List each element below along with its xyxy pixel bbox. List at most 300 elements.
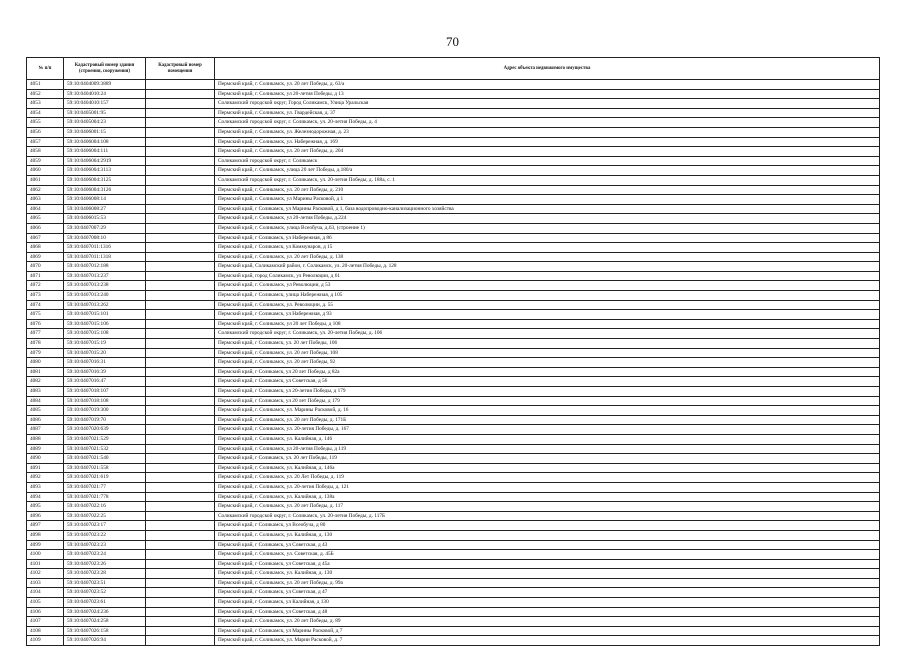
table-row — [27, 444, 880, 454]
cadastral-room-number — [146, 367, 215, 377]
cadastral-building-number: 59:10:0407023:26 — [64, 559, 146, 569]
row-number: 4098 — [27, 530, 64, 540]
table-row — [27, 118, 880, 128]
cadastral-room-number — [146, 444, 215, 454]
property-address: Пермский край, г. Соликамск, ул 20-летия Победы, д.224 — [215, 214, 880, 224]
table-row — [27, 569, 880, 579]
row-number: 4060 — [27, 166, 64, 176]
table-row — [27, 482, 880, 492]
property-address: Пермский край, г Соликамск, ул 20-летия Победы, д 179 — [215, 387, 880, 397]
row-number: 4108 — [27, 626, 64, 636]
cadastral-room-number — [146, 511, 215, 521]
cadastral-building-number: 59:10:0407011:1318 — [64, 252, 146, 262]
property-address: Пермский край, г. Соликамск, ул Марины Расковой, д 1 — [215, 195, 880, 205]
table-row — [27, 387, 880, 397]
property-address: Пермский край, г Соликамск, ул Набережная, д 93 — [215, 310, 880, 320]
property-address: Соликамский городской округ, г. Соликамск — [215, 156, 880, 166]
table-row — [27, 175, 880, 185]
property-address: Пермский край, г. Соликамск, ул. 20 лет Победы, д. 63/а — [215, 80, 880, 90]
cadastral-building-number: 59:10:0407015:106 — [64, 319, 146, 329]
property-address: Пермский край, г Соликамск, улица Набережная, д 105 — [215, 291, 880, 301]
row-number: 4056 — [27, 127, 64, 137]
cadastral-room-number — [146, 454, 215, 464]
table-row — [27, 137, 880, 147]
row-number: 4099 — [27, 540, 64, 550]
row-number: 4089 — [27, 444, 64, 454]
cadastral-room-number — [146, 137, 215, 147]
table-row — [27, 415, 880, 425]
cadastral-building-number: 59:10:0406004:2919 — [64, 156, 146, 166]
cadastral-room-number — [146, 607, 215, 617]
row-number: 4086 — [27, 415, 64, 425]
cadastral-building-number: 59:10:0404009:3889 — [64, 80, 146, 90]
row-number: 4079 — [27, 348, 64, 358]
property-address: Пермский край, г. Соликамск, ул Революции, д 53 — [215, 281, 880, 291]
cadastral-room-number — [146, 214, 215, 224]
cadastral-building-number: 59:10:0407021:778 — [64, 492, 146, 502]
table-row — [27, 530, 880, 540]
table-row — [27, 147, 880, 157]
row-number: 4066 — [27, 223, 64, 233]
property-address: Пермский край, г. Соликамск, ул. Марии Расковой, д. 7 — [215, 636, 880, 646]
property-address: Пермский край, г. Соликамск, ул. Калийная, д. 138а — [215, 492, 880, 502]
row-number: 4106 — [27, 607, 64, 617]
property-address: Пермский край, г Соликамск, ул Набережная, д 86 — [215, 233, 880, 243]
cadastral-room-number — [146, 127, 215, 137]
column-header-address: Адрес объекта недвижимого имущества — [215, 58, 880, 80]
cadastral-room-number — [146, 243, 215, 253]
cadastral-room-number — [146, 358, 215, 368]
row-number: 4085 — [27, 406, 64, 416]
cadastral-room-number — [146, 89, 215, 99]
property-address: Пермский край, г. Соликамск, ул. 20 лет Победы, д. 171Б — [215, 415, 880, 425]
cadastral-building-number: 59:10:0407008:10 — [64, 233, 146, 243]
table-row — [27, 243, 880, 253]
row-number: 4084 — [27, 396, 64, 406]
row-number: 4103 — [27, 578, 64, 588]
row-number: 4058 — [27, 147, 64, 157]
cadastral-building-number: 59:10:0406001:15 — [64, 127, 146, 137]
cadastral-building-number: 59:10:0407021:532 — [64, 444, 146, 454]
row-number: 4074 — [27, 300, 64, 310]
cadastral-building-number: 59:10:0407021:540 — [64, 454, 146, 464]
property-address: Соликамский городской округ, г. Соликамск, ул. 20-летия Победы, д. 106 — [215, 329, 880, 339]
table-row — [27, 281, 880, 291]
cadastral-building-number: 59:10:0404010:157 — [64, 99, 146, 109]
row-number: 4082 — [27, 377, 64, 387]
table-row — [27, 617, 880, 627]
property-address: Пермский край, г. Соликамск, ул. Марины Расковой, д. 16 — [215, 406, 880, 416]
row-number: 4080 — [27, 358, 64, 368]
cadastral-building-number: 59:10:0407015:20 — [64, 348, 146, 358]
cadastral-room-number — [146, 578, 215, 588]
cadastral-building-number: 59:10:0406015:53 — [64, 214, 146, 224]
table-row — [27, 358, 880, 368]
cadastral-building-number: 59:10:0407023:24 — [64, 550, 146, 560]
row-number: 4073 — [27, 291, 64, 301]
row-number: 4090 — [27, 454, 64, 464]
cadastral-room-number — [146, 540, 215, 550]
table-row — [27, 252, 880, 262]
cadastral-room-number — [146, 108, 215, 118]
cadastral-building-number: 59:10:0407007:29 — [64, 223, 146, 233]
row-number: 4055 — [27, 118, 64, 128]
property-address: Пермский край, г Соликамск, ул 20 лет Победы, д 82а — [215, 367, 880, 377]
cadastral-room-number — [146, 291, 215, 301]
cadastral-building-number: 59:10:0407021:77 — [64, 482, 146, 492]
cadastral-room-number — [146, 310, 215, 320]
cadastral-building-number: 59:10:0407016:31 — [64, 358, 146, 368]
property-address: Пермский край, г. Соликамск, ул. 20 лет Победы, д. 210 — [215, 185, 880, 195]
cadastral-room-number — [146, 377, 215, 387]
property-address: Пермский край, г Соликамск, ул Советская, д 43 — [215, 540, 880, 550]
property-address: Пермский край, г. Соликамск, ул. 20 лет Победы, 108 — [215, 348, 880, 358]
row-number: 4109 — [27, 636, 64, 646]
table-row — [27, 396, 880, 406]
table-row — [27, 214, 880, 224]
row-number: 4101 — [27, 559, 64, 569]
page-number: 70 — [446, 34, 459, 49]
cadastral-room-number — [146, 569, 215, 579]
property-address: Пермский край, город Соликамск, ул Революции, д 61 — [215, 271, 880, 281]
table-row — [27, 588, 880, 598]
table-row — [27, 425, 880, 435]
cadastral-building-number: 59:10:0405004:23 — [64, 118, 146, 128]
table-row — [27, 329, 880, 339]
cadastral-building-number: 59:10:0406004:111 — [64, 147, 146, 157]
cadastral-room-number — [146, 329, 215, 339]
table-row — [27, 319, 880, 329]
table-row — [27, 607, 880, 617]
row-number: 4104 — [27, 588, 64, 598]
cadastral-room-number — [146, 185, 215, 195]
cadastral-room-number — [146, 319, 215, 329]
cadastral-building-number: 59:10:0407023:52 — [64, 588, 146, 598]
cadastral-room-number — [146, 425, 215, 435]
cadastral-building-number: 59:10:0407013:237 — [64, 271, 146, 281]
property-address: Соликамский городской округ, г. Соликамск, ул. 20-летия Победы, д. 188а, с. 1 — [215, 175, 880, 185]
cadastral-room-number — [146, 147, 215, 157]
property-address: Пермский край, г Соликамск, ул Коммунаров, д 15 — [215, 243, 880, 253]
row-number: 4088 — [27, 434, 64, 444]
cadastral-building-number: 59:10:0406008:27 — [64, 204, 146, 214]
cadastral-room-number — [146, 387, 215, 397]
cadastral-room-number — [146, 300, 215, 310]
cadastral-building-number: 59:10:0407013:262 — [64, 300, 146, 310]
cadastral-building-number: 59:10:0407018:107 — [64, 387, 146, 397]
cadastral-building-number: 59:10:0406004:3125 — [64, 175, 146, 185]
cadastral-room-number — [146, 492, 215, 502]
property-address: Пермский край, г Соликамск, ул. 20 лет Победы, 106 — [215, 339, 880, 349]
cadastral-room-number — [146, 80, 215, 90]
table-row — [27, 578, 880, 588]
table-row — [27, 80, 880, 90]
cadastral-room-number — [146, 406, 215, 416]
row-number: 4091 — [27, 463, 64, 473]
table-row — [27, 185, 880, 195]
cadastral-room-number — [146, 204, 215, 214]
property-register-table — [26, 57, 880, 646]
cadastral-building-number: 59:10:0407023:28 — [64, 569, 146, 579]
row-number: 4067 — [27, 233, 64, 243]
cadastral-room-number — [146, 550, 215, 560]
table-row — [27, 310, 880, 320]
cadastral-room-number — [146, 482, 215, 492]
cadastral-room-number — [146, 99, 215, 109]
cadastral-room-number — [146, 530, 215, 540]
table-row — [27, 377, 880, 387]
table-row — [27, 99, 880, 109]
row-number: 4095 — [27, 502, 64, 512]
row-number: 4093 — [27, 482, 64, 492]
row-number: 4069 — [27, 252, 64, 262]
table-row — [27, 511, 880, 521]
cadastral-room-number — [146, 175, 215, 185]
cadastral-room-number — [146, 559, 215, 569]
row-number: 4102 — [27, 569, 64, 579]
cadastral-room-number — [146, 617, 215, 627]
property-address: Пермский край, г. Соликамск, ул. 20-летия Победы, д. 121 — [215, 482, 880, 492]
cadastral-room-number — [146, 415, 215, 425]
row-number: 4062 — [27, 185, 64, 195]
row-number: 4068 — [27, 243, 64, 253]
cadastral-building-number: 59:10:0406008:14 — [64, 195, 146, 205]
table-row — [27, 204, 880, 214]
table-row — [27, 540, 880, 550]
cadastral-room-number — [146, 598, 215, 608]
table-row — [27, 559, 880, 569]
table-row — [27, 502, 880, 512]
cadastral-room-number — [146, 262, 215, 272]
table-row — [27, 127, 880, 137]
property-address: Пермский край, г Соликамск, ул Всеобуча, д 80 — [215, 521, 880, 531]
row-number: 4092 — [27, 473, 64, 483]
property-address: Соликамский городской округ, Город Соликамск, Улица Уральская — [215, 99, 880, 109]
row-number: 4070 — [27, 262, 64, 272]
table-row — [27, 598, 880, 608]
cadastral-building-number: 59:10:0406004:3126 — [64, 185, 146, 195]
property-address: Пермский край, г Соликамск, ул. 20 лет Победы, 119 — [215, 454, 880, 464]
row-number: 4064 — [27, 204, 64, 214]
row-number: 4077 — [27, 329, 64, 339]
table-row — [27, 339, 880, 349]
column-header-cadastral-building: Кадастровый номер здания (строения, сооружения) — [64, 58, 146, 80]
cadastral-building-number: 59:10:0407023:22 — [64, 530, 146, 540]
table-row — [27, 195, 880, 205]
row-number: 4094 — [27, 492, 64, 502]
cadastral-room-number — [146, 118, 215, 128]
cadastral-room-number — [146, 588, 215, 598]
table-row — [27, 626, 880, 636]
property-address: Пермский край, г Соликамск, ул 20 лет Победы, д 179 — [215, 396, 880, 406]
row-number: 4054 — [27, 108, 64, 118]
table-row — [27, 271, 880, 281]
property-address: Пермский край, г. Соликамск, улица 20 лет Победы, д.180/а — [215, 166, 880, 176]
row-number: 4053 — [27, 99, 64, 109]
row-number: 4083 — [27, 387, 64, 397]
table-row — [27, 156, 880, 166]
row-number: 4071 — [27, 271, 64, 281]
cadastral-room-number — [146, 463, 215, 473]
table-row — [27, 434, 880, 444]
table-row — [27, 454, 880, 464]
table-row — [27, 463, 880, 473]
row-number: 4063 — [27, 195, 64, 205]
cadastral-room-number — [146, 281, 215, 291]
property-address: Пермский край, г. Соликамск, ул. Набережная, д. 169 — [215, 137, 880, 147]
property-address: Пермский край, г Соликамск, ул Калийная, д 130 — [215, 598, 880, 608]
cadastral-building-number: 59:10:0406004:3113 — [64, 166, 146, 176]
property-address: Пермский край, г. Соликамск, ул 20-летия Победы, д 13 — [215, 89, 880, 99]
property-address: Пермский край, г. Соликамск, ул. 20 лет Победы, д. 89 — [215, 617, 880, 627]
table-row — [27, 223, 880, 233]
cadastral-room-number — [146, 521, 215, 531]
row-number: 4075 — [27, 310, 64, 320]
row-number: 4097 — [27, 521, 64, 531]
property-address: Пермский край, г. Соликамск, ул. 20 лет Победы, д. 138 — [215, 252, 880, 262]
cadastral-building-number: 59:10:0407022:16 — [64, 502, 146, 512]
cadastral-building-number: 59:10:0407015:19 — [64, 339, 146, 349]
cadastral-building-number: 59:10:0407026:158 — [64, 626, 146, 636]
property-address: Пермский край, г Соликамск, ул Советская, д 47 — [215, 588, 880, 598]
cadastral-room-number — [146, 252, 215, 262]
cadastral-room-number — [146, 339, 215, 349]
table-row — [27, 262, 880, 272]
property-address: Пермский край, г Соликамск, ул Советская, д 48 — [215, 607, 880, 617]
property-address: Пермский край, г. Соликамск, ул. 20 Лет Победы, д. 119 — [215, 473, 880, 483]
cadastral-room-number — [146, 636, 215, 646]
cadastral-room-number — [146, 396, 215, 406]
row-number: 4061 — [27, 175, 64, 185]
table-row — [27, 473, 880, 483]
column-header-number: № п/п — [27, 58, 64, 80]
cadastral-building-number: 59:10:0407012:188 — [64, 262, 146, 272]
cadastral-building-number: 59:10:0407023:17 — [64, 521, 146, 531]
cadastral-building-number: 59:10:0407015:101 — [64, 310, 146, 320]
cadastral-building-number: 59:10:0405001:95 — [64, 108, 146, 118]
property-address: Пермский край, г Соликамск, ул Марины Расковой, д 1, база водопроводно-канализационного хозяйства — [215, 204, 880, 214]
property-address: Пермский край, г. Соликамск, улица Всеобуча, д.63, (строение 1) — [215, 223, 880, 233]
table-row — [27, 550, 880, 560]
row-number: 4087 — [27, 425, 64, 435]
row-number: 4078 — [27, 339, 64, 349]
cadastral-room-number — [146, 348, 215, 358]
row-number: 4081 — [27, 367, 64, 377]
table-row — [27, 492, 880, 502]
property-address: Пермский край, г Соликамск, ул Советская, д 45а — [215, 559, 880, 569]
table-body — [27, 80, 880, 646]
cadastral-building-number: 59:10:0407023:23 — [64, 540, 146, 550]
row-number: 4052 — [27, 89, 64, 99]
property-address: Пермский край, г. Соликамск, ул. Калийная, д. 146а — [215, 463, 880, 473]
cadastral-room-number — [146, 271, 215, 281]
property-address: Пермский край, г. Соликамск, ул. Калийная, д. 146 — [215, 434, 880, 444]
cadastral-building-number: 59:10:0407021:529 — [64, 434, 146, 444]
property-address: Пермский край, г. Соликамск, ул. 20 лет Победы, 92 — [215, 358, 880, 368]
property-address: Пермский край, г. Соликамск, ул. 20 лет Победы, д. 117 — [215, 502, 880, 512]
cadastral-building-number: 59:10:0404010:24 — [64, 89, 146, 99]
property-address: Пермский край, г. Соликамск, ул. Гвардейская, д. 37 — [215, 108, 880, 118]
cadastral-building-number: 59:10:0407024:258 — [64, 617, 146, 627]
cadastral-building-number: 59:10:0407022:25 — [64, 511, 146, 521]
column-header-cadastral-room: Кадастровый номер помещения — [146, 58, 215, 80]
property-address: Пермский край, г. Соликамск, ул. Советская, д. 45Б — [215, 550, 880, 560]
property-address: Пермский край, г Соликамск, ул Советская, д 56 — [215, 377, 880, 387]
cadastral-building-number: 59:10:0407023:51 — [64, 578, 146, 588]
row-number: 4059 — [27, 156, 64, 166]
cadastral-room-number — [146, 434, 215, 444]
property-address: Пермский край, г. Соликамск, ул. Железнодорожная, д. 23 — [215, 127, 880, 137]
row-number: 4105 — [27, 598, 64, 608]
cadastral-room-number — [146, 223, 215, 233]
cadastral-building-number: 59:10:0407026:94 — [64, 636, 146, 646]
table-row — [27, 300, 880, 310]
property-address: Соликамский городской округ, г. Соликамск, ул. 20-летия Победы, д. 117Б — [215, 511, 880, 521]
cadastral-room-number — [146, 166, 215, 176]
row-number: 4057 — [27, 137, 64, 147]
row-number: 4107 — [27, 617, 64, 627]
table-row — [27, 233, 880, 243]
cadastral-building-number: 59:10:0407015:108 — [64, 329, 146, 339]
cadastral-room-number — [146, 195, 215, 205]
cadastral-building-number: 59:10:0406004:108 — [64, 137, 146, 147]
cadastral-room-number — [146, 502, 215, 512]
cadastral-building-number: 59:10:0407016:47 — [64, 377, 146, 387]
property-address: Пермский край, г. Соликамск, ул. 20 лет Победы, д. 204 — [215, 147, 880, 157]
cadastral-building-number: 59:10:0407020:639 — [64, 425, 146, 435]
property-address: Пермский край, г Соликамск, ул Марины Расковой, д 7 — [215, 626, 880, 636]
property-address: Пермский край, г. Соликамск, ул 20-летия Победы, д 119 — [215, 444, 880, 454]
row-number: 4051 — [27, 80, 64, 90]
cadastral-building-number: 59:10:0407013:240 — [64, 291, 146, 301]
row-number: 4072 — [27, 281, 64, 291]
table-row — [27, 108, 880, 118]
property-address: Пермский край, г. Соликамск, ул. 20-летия Победы, д. 167 — [215, 425, 880, 435]
cadastral-building-number: 59:10:0407023:61 — [64, 598, 146, 608]
property-address: Пермский край, г. Соликамск, ул. Калийная, д. 130 — [215, 530, 880, 540]
cadastral-building-number: 59:10:0407021:619 — [64, 473, 146, 483]
table-row — [27, 348, 880, 358]
table-row — [27, 291, 880, 301]
property-address: Пермский край, г. Соликамск, ул. 20 лет Победы, д. 99а — [215, 578, 880, 588]
cadastral-building-number: 59:10:0407011:1316 — [64, 243, 146, 253]
cadastral-building-number: 59:10:0407018:108 — [64, 396, 146, 406]
cadastral-building-number: 59:10:0407019:300 — [64, 406, 146, 416]
cadastral-room-number — [146, 473, 215, 483]
table-row — [27, 166, 880, 176]
table-row — [27, 89, 880, 99]
row-number: 4100 — [27, 550, 64, 560]
cadastral-building-number: 59:10:0407024:236 — [64, 607, 146, 617]
cadastral-building-number: 59:10:0407019:70 — [64, 415, 146, 425]
cadastral-room-number — [146, 626, 215, 636]
table-header-row — [27, 58, 880, 80]
table-row — [27, 406, 880, 416]
row-number: 4065 — [27, 214, 64, 224]
cadastral-room-number — [146, 233, 215, 243]
property-address: Пермский край, г. Соликамск, ул. Калийная, д. 130 — [215, 569, 880, 579]
property-address: Пермский край, г. Соликамск, ул. Революции, д. 55 — [215, 300, 880, 310]
table-row — [27, 521, 880, 531]
property-address: Соликамский городской округ, г. Соликамск, ул. 20-летия Победы, д. 4 — [215, 118, 880, 128]
cadastral-building-number: 59:10:0407016:39 — [64, 367, 146, 377]
cadastral-building-number: 59:10:0407013:238 — [64, 281, 146, 291]
property-address: Пермский край, Соликамский район, г. Соликамск, ул. 20-летия Победы, д. 128 — [215, 262, 880, 272]
table-row — [27, 636, 880, 646]
row-number: 4096 — [27, 511, 64, 521]
row-number: 4076 — [27, 319, 64, 329]
property-address: Пермский край, г. Соликамск, ул 20 лет Победы, д 108 — [215, 319, 880, 329]
